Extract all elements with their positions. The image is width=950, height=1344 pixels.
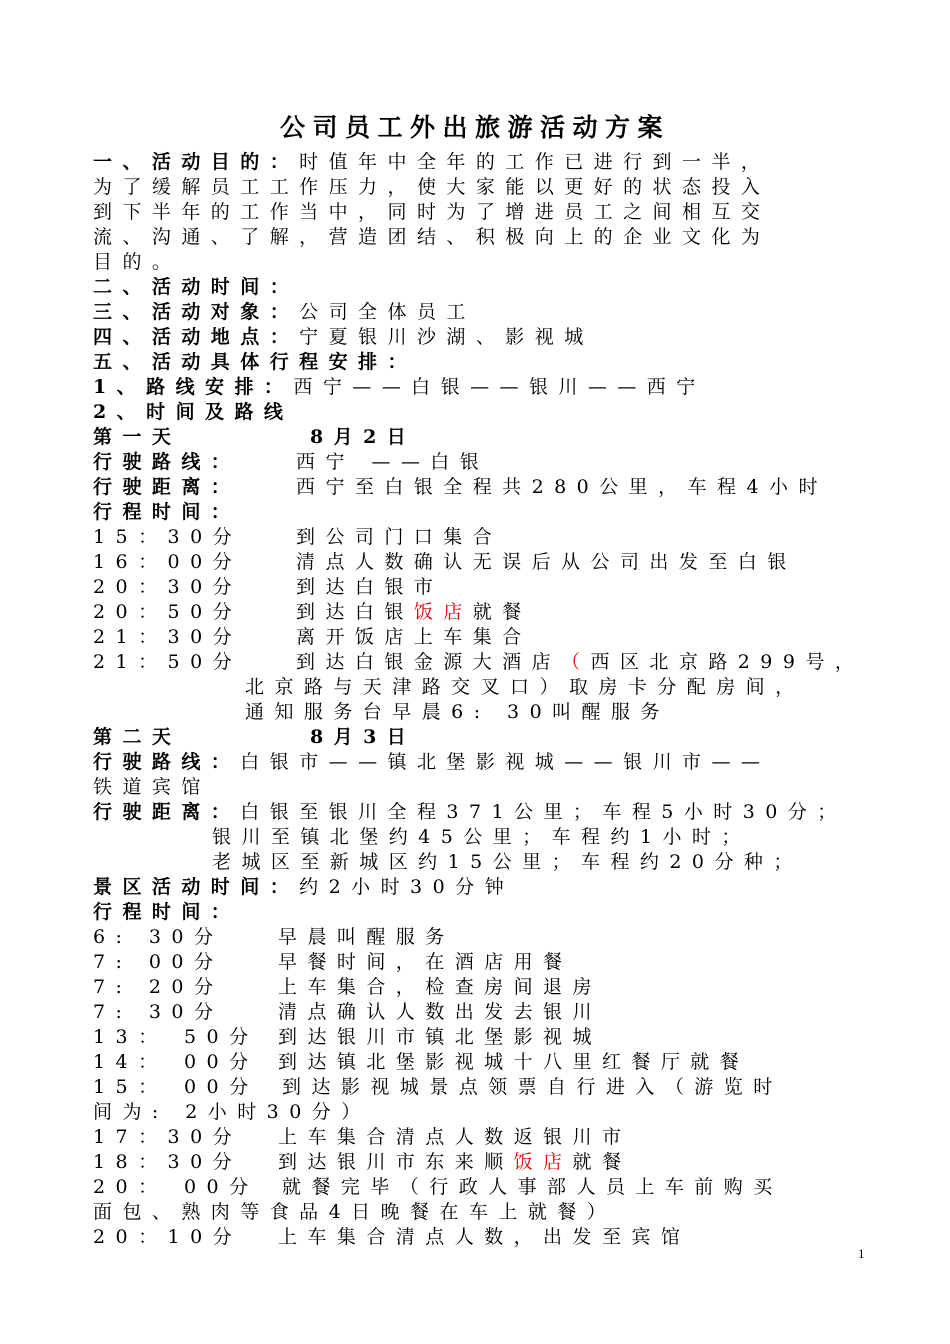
day2-scenic-label: 景区活动时间： — [93, 876, 300, 898]
day2-item-time: 20： 00分 — [93, 1176, 259, 1198]
day1-item-desc-cont: 北京路与天津路交叉口）取房卡分配房间， — [245, 676, 805, 698]
desc-text: 到达白银金源大酒店 — [296, 651, 562, 673]
day2-distance: 白银至银川全程371公里；车程5小时30分； — [240, 801, 847, 823]
day2-item-desc: 上车集合，检查房间退房 — [278, 976, 602, 998]
schedule-heading: 五、活动具体行程安排： — [93, 351, 417, 373]
highlight-text: 饭店 — [513, 1151, 573, 1173]
day2-item-time: 20：10分 — [93, 1226, 243, 1248]
day1-item-desc: 离开饭店上车集合 — [296, 626, 532, 648]
day1-item-time: 20：50分 — [93, 601, 243, 623]
day2-distance-3: 老城区至新城区约15公里；车程约20分种； — [212, 851, 803, 873]
day1-itinerary-label: 行程时间： — [93, 501, 241, 523]
day2-item-desc-cont: 间为: 2小时30分） — [93, 1101, 371, 1123]
day2-route-cont: 铁道宾馆 — [93, 776, 211, 798]
day2-route: 白银市——镇北堡影视城——银川市—— — [240, 751, 771, 773]
target-label: 三、活动对象： — [93, 301, 300, 323]
day2-label: 第二天 — [93, 726, 182, 748]
day2-item-time: 18：30分 — [93, 1151, 243, 1173]
desc-text: 就餐 — [572, 1151, 632, 1173]
day2-date: 8月3日 — [310, 726, 417, 748]
day2-distance-label: 行驶距离： — [93, 801, 241, 823]
day2-distance-2: 银川至镇北堡约45公里；车程约1小时； — [212, 826, 751, 848]
day1-item-time: 20：30分 — [93, 576, 243, 598]
location-label: 四、活动地点： — [93, 326, 300, 348]
day2-route-label: 行驶路线： — [93, 751, 241, 773]
day2-scenic: 约2小时30分钟 — [299, 876, 515, 898]
day2-item-desc: 上车集合清点人数，出发至宾馆 — [278, 1226, 691, 1248]
desc-text: 就餐 — [472, 601, 532, 623]
day2-item-desc — [278, 1150, 631, 1175]
location-text: 宁夏银川沙湖、影视城 — [299, 326, 594, 348]
day1-item-desc: 到达白银市 — [296, 576, 444, 598]
day1-route-label: 行驶路线： — [93, 451, 241, 473]
day2-item-desc: 就餐完毕（行政人事部人员上车前购买 — [282, 1176, 783, 1198]
highlight-text: （ — [561, 651, 591, 673]
day2-item-time: 13： 50分 — [93, 1026, 259, 1048]
day2-item-time: 17：30分 — [93, 1126, 243, 1148]
day1-item-desc — [296, 650, 864, 675]
day2-item-time: 7: 20分 — [93, 976, 224, 998]
purpose-line-2: 为了缓解员工工作压力，使大家能以更好的状态投入 — [93, 176, 771, 198]
purpose-text-1: 时值年中全年的工作已进行到一半， — [299, 151, 771, 173]
route-text: 西宁——白银——银川——西宁 — [293, 376, 706, 398]
day2-item-desc: 上车集合清点人数返银川市 — [278, 1126, 632, 1148]
day2-item-desc: 到达镇北堡影视城十八里红餐厅就餐 — [278, 1051, 750, 1073]
document-title: 公司员工外出旅游活动方案 — [279, 113, 670, 142]
day1-item-desc: 到公司门口集合 — [296, 526, 503, 548]
route-line — [93, 375, 706, 400]
day2-item-desc: 早餐时间，在酒店用餐 — [278, 951, 573, 973]
day2-item-desc-cont: 面包、熟肉等食品4日晚餐在车上就餐） — [93, 1201, 617, 1223]
day2-item-time: 6: 30分 — [93, 926, 224, 948]
day1-item-time: 16：00分 — [93, 551, 243, 573]
desc-text: 到达白银 — [296, 601, 414, 623]
day1-route: 西宁 ——白银 — [296, 451, 490, 473]
time-heading: 二、活动时间： — [93, 276, 300, 298]
day2-item-time: 7: 00分 — [93, 951, 224, 973]
day2-scenic-line — [93, 875, 514, 900]
day2-item-time: 7: 30分 — [93, 1001, 224, 1023]
day1-item-time: 21：30分 — [93, 626, 243, 648]
day1-item-time: 21：50分 — [93, 651, 243, 673]
desc-text: 到达银川市东来顺 — [278, 1151, 514, 1173]
purpose-label: 一、活动目的： — [93, 151, 300, 173]
highlight-text: 饭店 — [413, 601, 473, 623]
day1-distance: 西宁至白银全程共280公里，车程4小时 — [296, 476, 828, 498]
target-text: 公司全体员工 — [299, 301, 476, 323]
day1-item-desc — [296, 600, 532, 625]
day1-date: 8月2日 — [310, 426, 417, 448]
day2-item-desc: 到达银川市镇北堡影视城 — [278, 1026, 602, 1048]
time-route-heading: 2、时间及路线 — [93, 401, 294, 423]
purpose-line-1 — [93, 150, 770, 175]
day1-item-time: 15：30分 — [93, 526, 243, 548]
day2-item-desc: 早晨叫醒服务 — [278, 926, 455, 948]
day2-route-line — [93, 750, 770, 775]
purpose-line-5: 目的。 — [93, 251, 182, 273]
day1-label: 第一天 — [93, 426, 182, 448]
day1-item-desc: 清点人数确认无误后从公司出发至白银 — [296, 551, 797, 573]
target-line — [93, 300, 476, 325]
day2-item-desc: 清点确认人数出发去银川 — [278, 1001, 602, 1023]
page-number: 1 — [858, 1246, 865, 1261]
purpose-line-4: 流、沟通、了解，营造团结、积极向上的企业文化为 — [93, 226, 771, 248]
day2-distance-line — [93, 800, 847, 825]
day2-item-time: 14： 00分 — [93, 1051, 259, 1073]
day2-itinerary-label: 行程时间： — [93, 901, 241, 923]
desc-text: 西区北京路299号， — [590, 651, 865, 673]
location-line — [93, 325, 594, 350]
day1-item-desc-cont: 通知服务台早晨6: 30叫醒服务 — [245, 701, 670, 723]
day1-distance-label: 行驶距离： — [93, 476, 241, 498]
day2-item-time: 15： 00分 — [93, 1076, 259, 1098]
purpose-line-3: 到下半年的工作当中，同时为了增进员工之间相互交 — [93, 201, 771, 223]
day2-item-desc: 到达影视城景点领票自行进入（游览时 — [282, 1076, 783, 1098]
route-label: 1、路线安排： — [93, 376, 294, 398]
